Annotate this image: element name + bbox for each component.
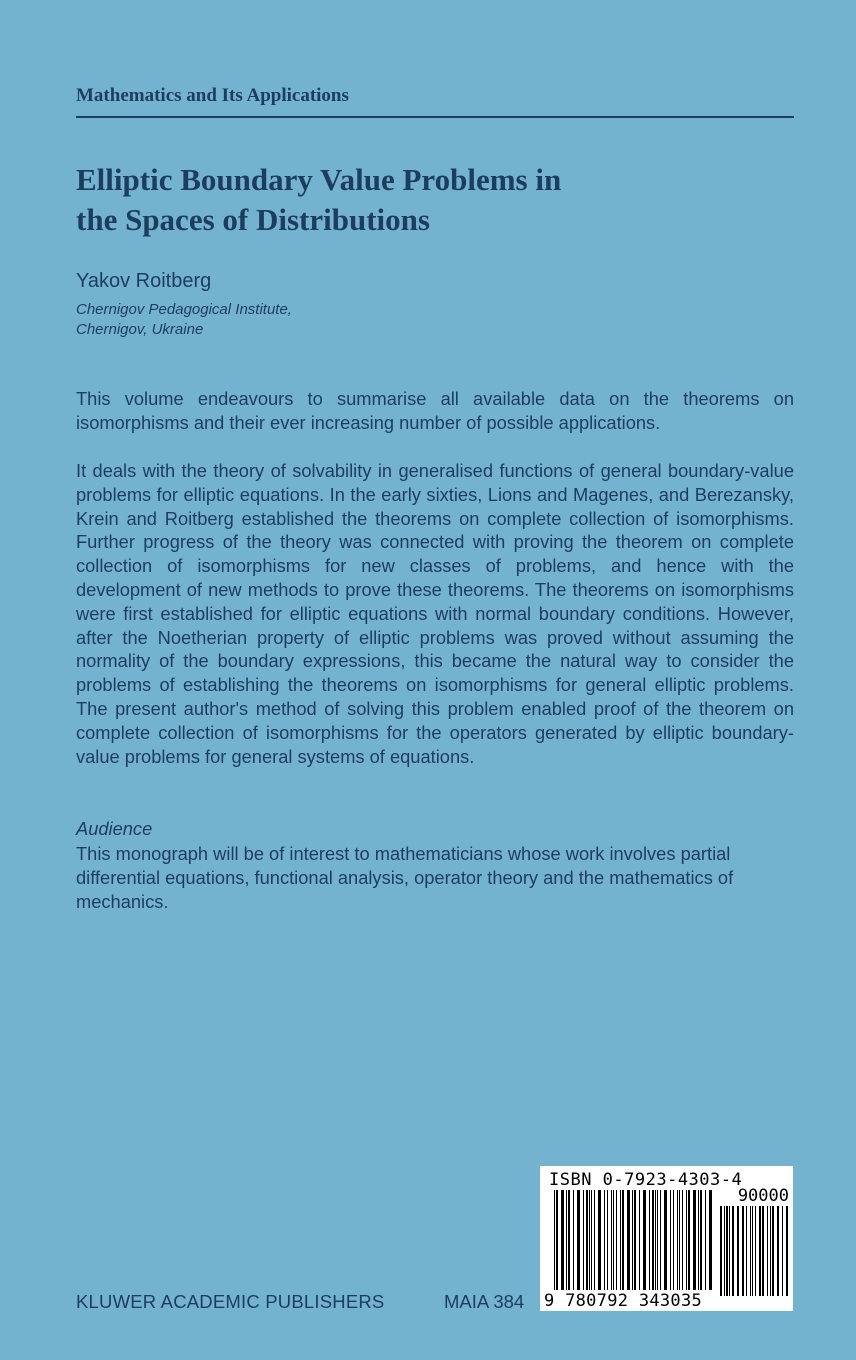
barcode-bar: [682, 1190, 683, 1290]
barcode-bar: [627, 1190, 630, 1290]
addon-bar: [746, 1206, 747, 1296]
barcode-bar: [709, 1190, 712, 1290]
ean-digits: 9 780792 343035: [544, 1291, 703, 1311]
barcode-bar: [568, 1190, 570, 1290]
addon-bar: [772, 1206, 774, 1296]
barcode-bar: [698, 1190, 699, 1290]
addon-bar: [720, 1206, 722, 1296]
barcode-bar: [554, 1190, 555, 1290]
author-affiliation: [76, 300, 292, 340]
barcode-bar: [566, 1190, 567, 1290]
book-title: [76, 160, 796, 240]
audience-text: This monograph will be of interest to mathematicians whose work involves partial differential equations, functional analysis, operator theory and the mathematics of mechanics.: [76, 843, 734, 912]
barcode-bar: [556, 1190, 558, 1290]
barcode-bar: [594, 1190, 595, 1290]
barcode-bar: [649, 1190, 650, 1290]
barcode-bar: [700, 1190, 702, 1290]
addon-bar: [726, 1206, 728, 1296]
addon-bar: [752, 1206, 753, 1296]
addon-bar: [777, 1206, 779, 1296]
barcode-panel: [540, 1166, 793, 1311]
barcode-bar: [688, 1190, 690, 1290]
barcode-bar: [611, 1190, 612, 1290]
series-code: MAIA 384: [444, 1291, 525, 1312]
publisher-name: KLUWER ACADEMIC PUBLISHERS: [76, 1291, 385, 1312]
title-line-1: Elliptic Boundary Value Problems in: [76, 162, 562, 197]
barcode-bar: [577, 1190, 580, 1290]
barcode-bar: [643, 1190, 646, 1290]
barcode-bar: [573, 1190, 574, 1290]
description-paragraph-1: This volume endeavours to summarise all available data on the theorems on isomorphisms and their ever increasing number of possible applications.: [76, 388, 794, 433]
price-addon: 90000: [737, 1186, 789, 1206]
affiliation-line-2: Chernigov, Ukraine: [76, 321, 204, 338]
barcode-bar: [657, 1190, 658, 1290]
barcode-bar: [591, 1190, 592, 1290]
barcode-bar: [620, 1190, 621, 1290]
addon-bar: [724, 1206, 725, 1296]
addon-bar: [782, 1206, 783, 1296]
barcode-bar: [589, 1190, 590, 1290]
author-name: Yakov Roitberg: [76, 270, 212, 292]
barcode-bar: [622, 1190, 624, 1290]
barcode-bar: [705, 1190, 706, 1290]
addon-bar: [767, 1206, 768, 1296]
addon-bar: [732, 1206, 734, 1296]
addon-bar: [762, 1206, 764, 1296]
barcode-bar: [607, 1190, 608, 1290]
addon-bar: [759, 1206, 761, 1296]
addon-bar: [786, 1206, 788, 1296]
isbn-text: ISBN 0-7923-4303-4: [549, 1170, 743, 1190]
barcode-bar: [664, 1190, 667, 1290]
addon-bar: [737, 1206, 739, 1296]
addon-bar: [750, 1206, 751, 1296]
barcode-bar: [586, 1190, 588, 1290]
series-name: Mathematics and Its Applications: [76, 85, 349, 106]
barcode-bar: [686, 1190, 687, 1290]
barcode-bar: [604, 1190, 605, 1290]
affiliation-line-1: Chernigov Pedagogical Institute,: [76, 301, 292, 318]
barcode-bar: [598, 1190, 601, 1290]
barcode-bar: [693, 1190, 696, 1290]
barcode-bar: [660, 1190, 661, 1290]
barcode-bar: [632, 1190, 633, 1290]
barcode-bar: [613, 1190, 614, 1290]
barcode-bar: [673, 1190, 674, 1290]
barcode-bar: [670, 1190, 671, 1290]
barcode-bar: [639, 1190, 640, 1290]
barcode-bar: [652, 1190, 654, 1290]
title-line-2: the Spaces of Distributions: [76, 202, 430, 237]
addon-bar: [729, 1206, 730, 1296]
audience-heading: Audience: [76, 818, 153, 839]
barcode-bar: [655, 1190, 656, 1290]
description-paragraph-2: It deals with the theory of solvability in generalised functions of general boundary-value problems for elliptic equations. In the early sixties, Lions and Magenes, and Berezansky, Krein and Roitberg established the theorems on complete collection of isomorphisms. Further progress of the theory was connected with proving the theorem on complete collection of isomorphisms for new classes of problems, and hence with the development of new methods to prove these theorems. The theorems on isomorphisms were first established for elliptic equations with normal boundary conditions. However, after the Noetherian property of elliptic problems was proved without assuming the normality of the boundary expressions, this became the natural way to consider the problems of establishing the theorems on isomorphisms for general elliptic problems. The present author's method of solving this problem enabled proof of the theorem on complete collection of isomorphisms for the operators generated by elliptic boundary-value problems for general systems of equations.: [76, 460, 794, 767]
barcode-bar: [634, 1190, 636, 1290]
series-rule: [76, 116, 794, 118]
addon-bar: [742, 1206, 744, 1296]
barcode-bar: [679, 1190, 680, 1290]
addon-bar: [755, 1206, 756, 1296]
barcode-bar: [583, 1190, 584, 1290]
addon-bar: [770, 1206, 771, 1296]
barcode-bar: [616, 1190, 617, 1290]
barcode-bar: [677, 1190, 678, 1290]
barcode-bar: [561, 1190, 564, 1290]
